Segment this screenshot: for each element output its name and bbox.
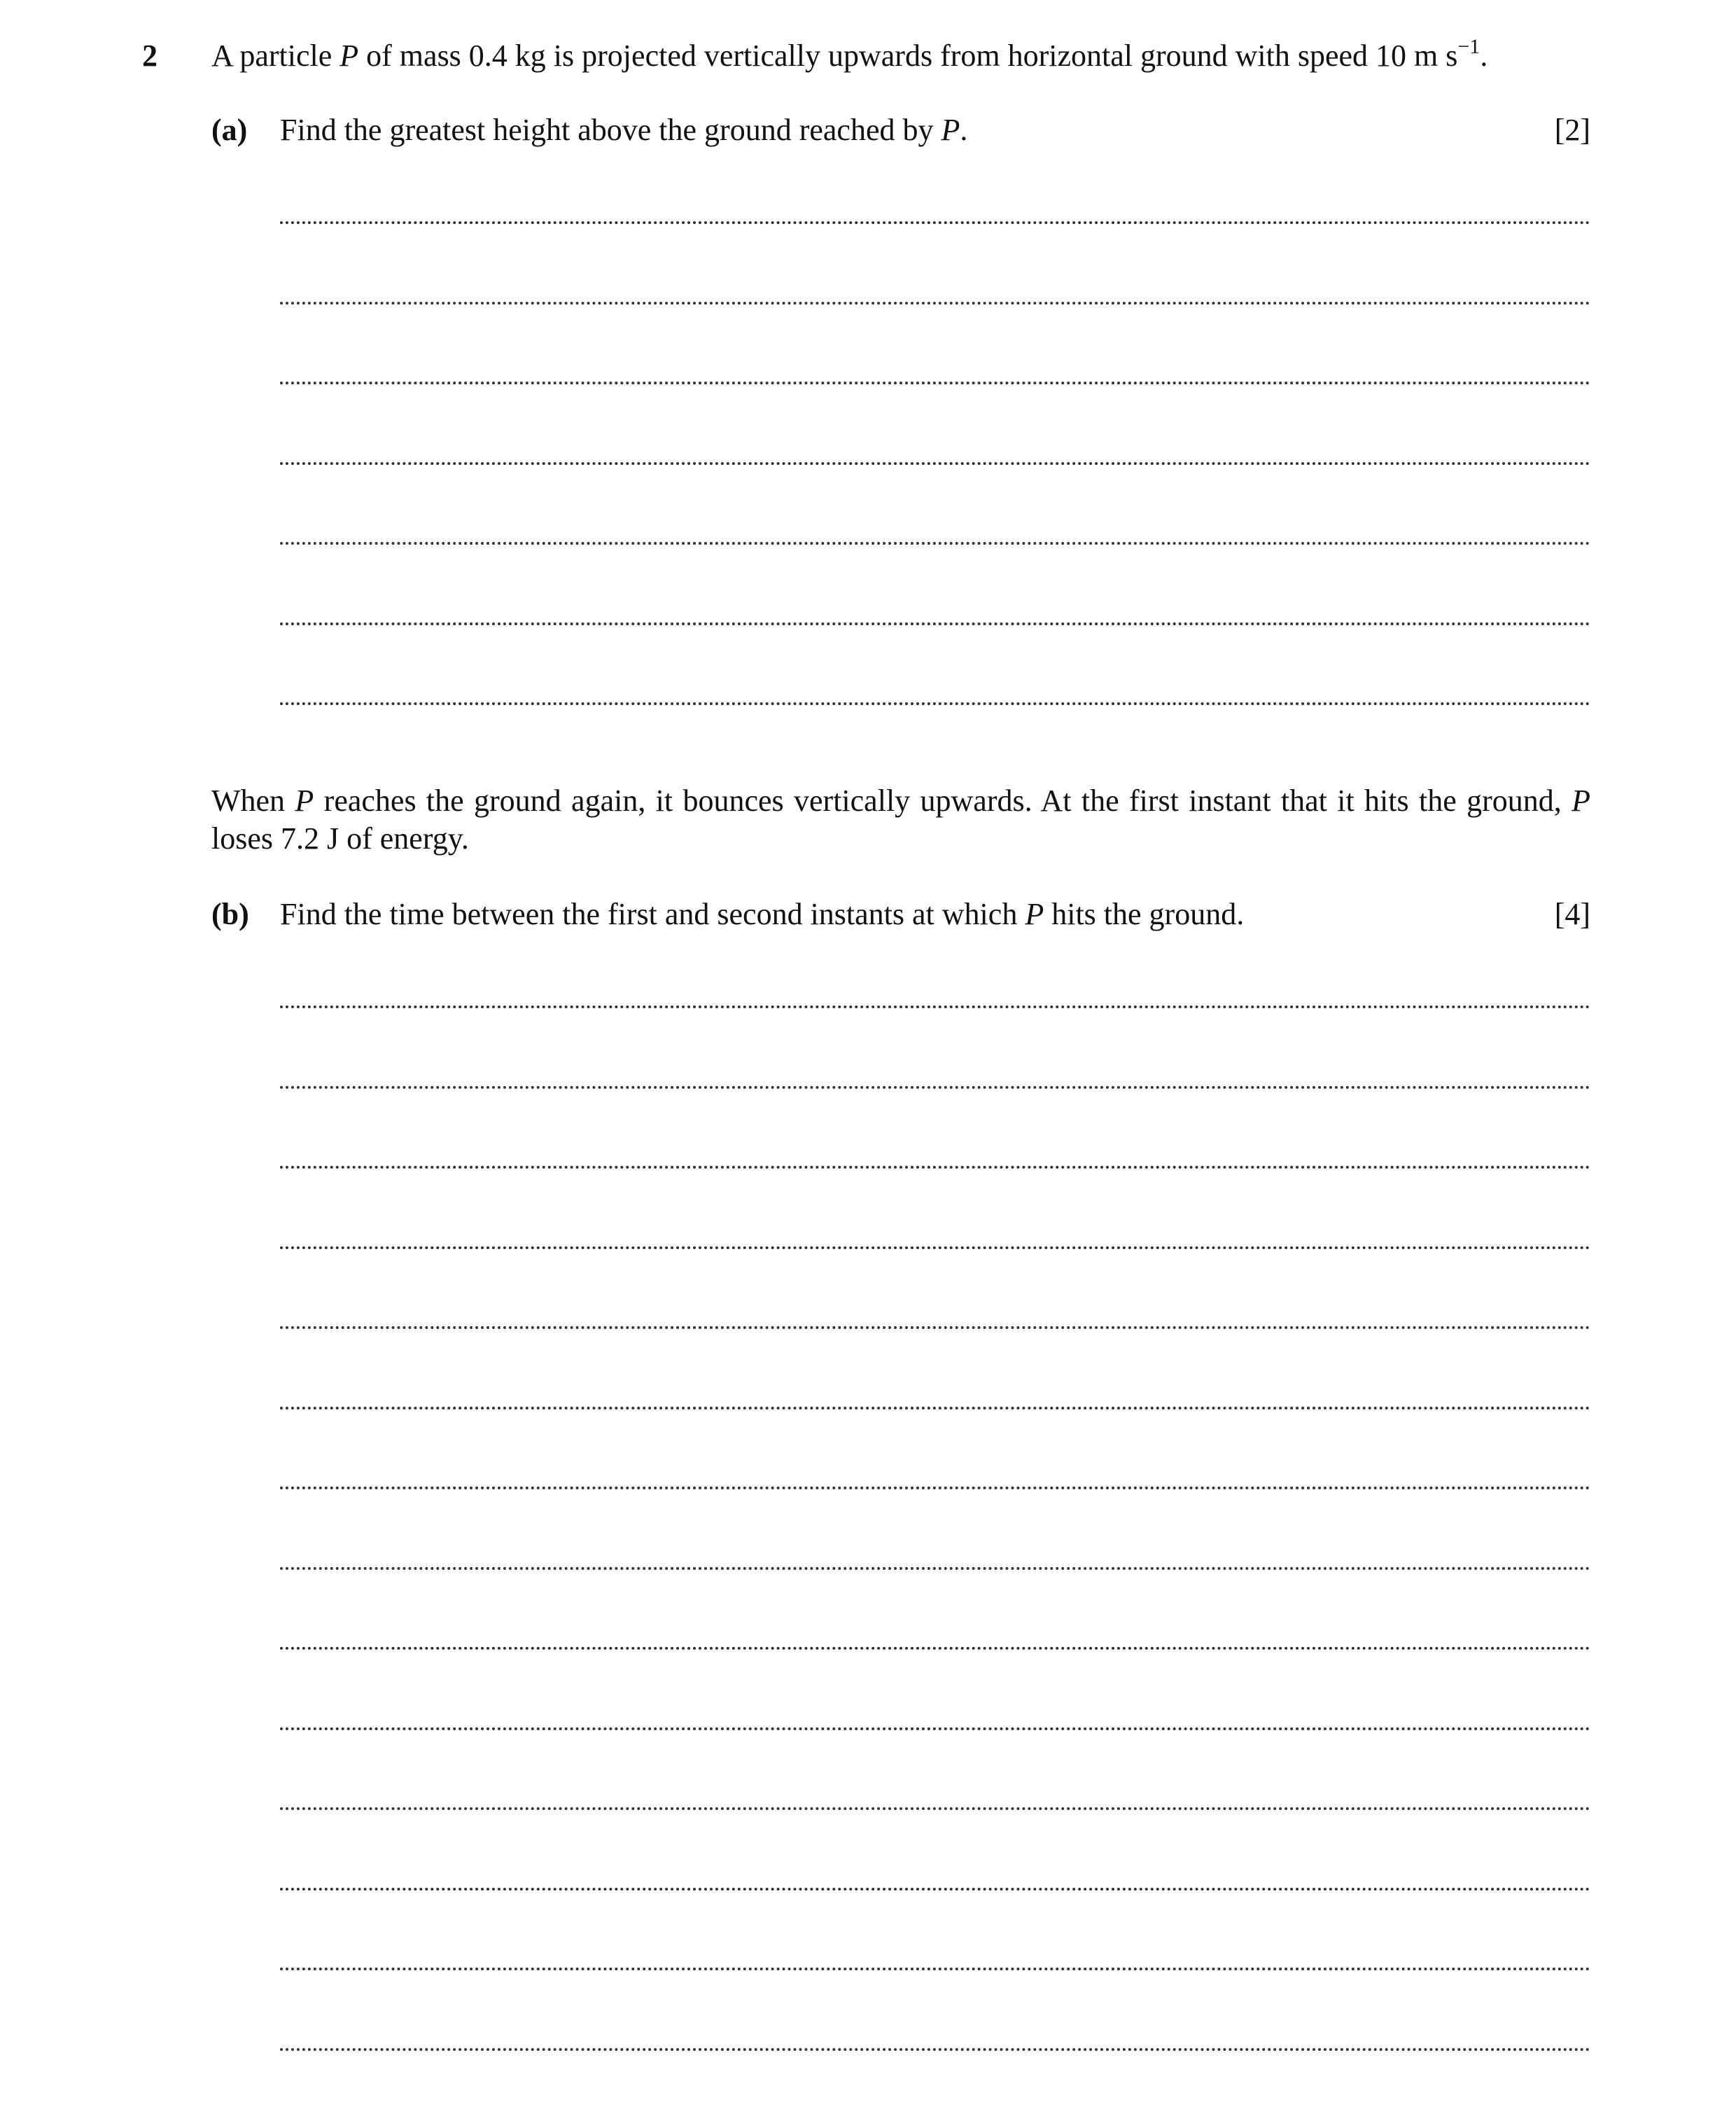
part-b-particle-symbol: P [1025,897,1044,931]
part-a-text-2: . [960,113,968,147]
context-particle-symbol-2: P [1572,784,1590,818]
part-b-answer-line[interactable] [280,1326,1590,1329]
stem-unit-exponent: −1 [1457,35,1480,59]
part-b-answer-line[interactable] [280,1407,1590,1410]
part-b-answer-line[interactable] [280,1487,1590,1489]
part-a-answer-line[interactable] [280,221,1590,224]
part-b-answer-line[interactable] [280,1246,1590,1249]
part-a-answer-line[interactable] [280,302,1590,305]
part-a-answer-line[interactable] [280,542,1590,545]
part-b-answer-line[interactable] [280,1807,1590,1810]
part-b-answer-line[interactable] [280,1888,1590,1891]
part-a-answer-line[interactable] [280,622,1590,625]
part-a-answer-line[interactable] [280,382,1590,384]
part-b-answer-line[interactable] [280,1005,1590,1008]
context-paragraph [211,782,1590,858]
part-b-answer-line[interactable] [280,2048,1590,2051]
part-a-prompt [211,109,1590,151]
part-a-text-1: Find the greatest height above the ground reached by [280,113,941,147]
stem-particle-symbol: P [340,39,359,73]
question-number: 2 [142,39,158,73]
part-b-answer-line[interactable] [280,1086,1590,1089]
stem-text-1: A particle [211,39,340,73]
part-b-text-1: Find the time between the first and second instants at which [280,897,1026,931]
part-a-particle-symbol: P [941,113,960,147]
context-text-1: When [211,784,295,818]
part-b-answer-line[interactable] [280,1727,1590,1730]
context-text-3: loses 7.2 J of energy. [211,821,469,856]
part-b-text-2: hits the ground. [1044,897,1245,931]
part-b-label: (b) [211,897,249,931]
part-a-answer-line[interactable] [280,462,1590,465]
part-b-prompt [211,893,1590,935]
part-b-answer-line[interactable] [280,1968,1590,1970]
question-stem [211,35,1592,77]
part-a-answer-line[interactable] [280,702,1590,705]
part-a-marks: [2] [1554,113,1590,147]
stem-text-end: . [1480,39,1488,73]
context-text-2: reaches the ground again, it bounces vertically upwards. At the first instant that it hits the ground, [314,784,1572,818]
part-b-answer-line[interactable] [280,1166,1590,1169]
part-b-answer-line[interactable] [280,1647,1590,1650]
part-a-label: (a) [211,113,248,147]
part-b-marks: [4] [1554,897,1590,931]
part-b-answer-line[interactable] [280,1567,1590,1570]
stem-text-2: of mass 0.4 kg is projected vertically upwards from horizontal ground with speed 10 m s [358,39,1458,73]
context-particle-symbol-1: P [295,784,314,818]
